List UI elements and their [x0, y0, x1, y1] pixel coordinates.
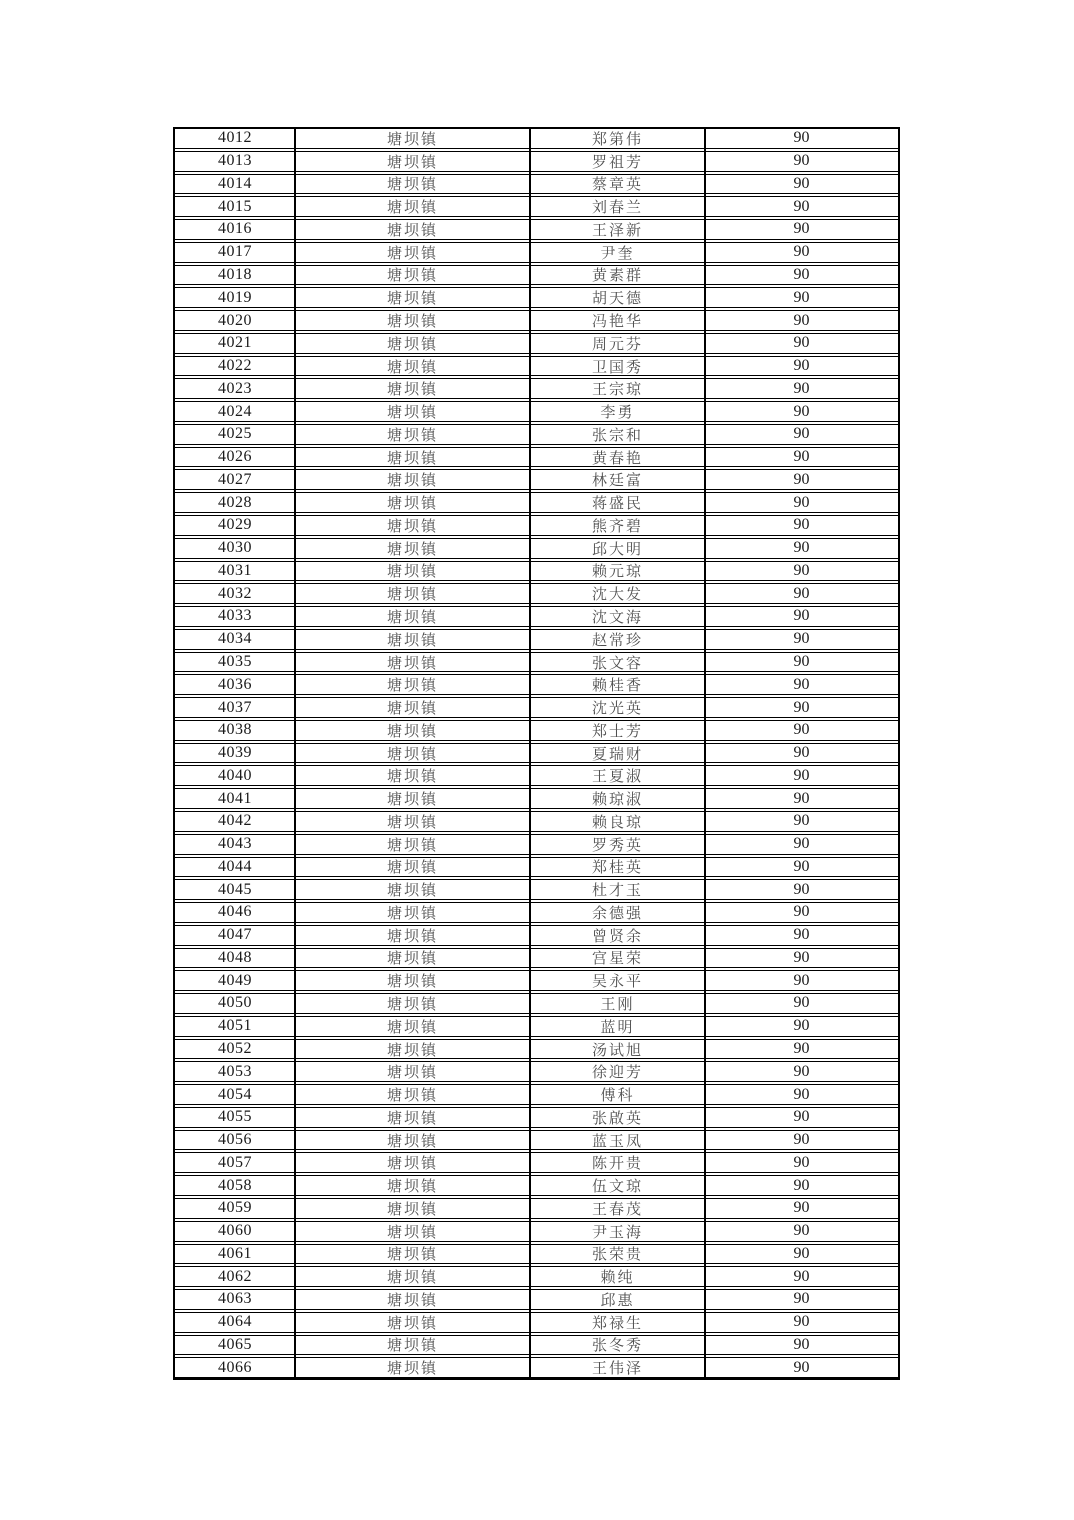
- cell-score: 90: [793, 1176, 810, 1194]
- cell-id: 4058: [218, 1176, 252, 1194]
- cell-id: 4034: [218, 630, 252, 648]
- cell-score: 90: [793, 835, 810, 853]
- cell-score: 90: [793, 812, 810, 830]
- cell-name: 冯艳华: [591, 314, 643, 330]
- cell-score: 90: [793, 129, 810, 147]
- table-row: [175, 1130, 898, 1151]
- cell-town: 塘坝镇: [386, 1338, 438, 1355]
- cell-name: 李勇: [600, 405, 635, 421]
- cell-id: 4024: [218, 402, 252, 420]
- cell-town: 塘坝镇: [386, 974, 438, 991]
- cell-score: 90: [793, 1199, 810, 1217]
- cell-id: 4048: [218, 948, 252, 966]
- table-row: [175, 1016, 898, 1037]
- table-row: [175, 993, 898, 1014]
- cell-town: 塘坝镇: [386, 837, 438, 854]
- cell-id: 4066: [218, 1358, 252, 1376]
- cell-id: 4056: [218, 1131, 252, 1149]
- cell-town: 塘坝镇: [386, 154, 438, 171]
- table-row: [175, 447, 898, 468]
- cell-id: 4035: [218, 652, 252, 670]
- cell-score: 90: [793, 1313, 810, 1331]
- cell-id: 4042: [218, 812, 252, 830]
- cell-id: 4016: [218, 220, 252, 238]
- cell-town: 塘坝镇: [386, 1179, 438, 1195]
- cell-name: 徐迎芳: [591, 1065, 643, 1082]
- cell-town: 塘坝镇: [386, 1042, 438, 1059]
- cell-id: 4054: [218, 1085, 252, 1103]
- cell-score: 90: [793, 766, 810, 784]
- cell-name: 张啟英: [591, 1110, 643, 1127]
- cell-score: 90: [793, 789, 810, 807]
- cell-town: 塘坝镇: [386, 678, 438, 695]
- cell-id: 4051: [218, 1017, 252, 1035]
- cell-score: 90: [793, 630, 810, 648]
- table-row: [175, 1312, 898, 1333]
- cell-id: 4014: [218, 174, 252, 192]
- cell-id: 4039: [218, 744, 252, 762]
- cell-name: 汤试旭: [591, 1042, 643, 1059]
- cell-town: 塘坝镇: [386, 609, 438, 626]
- cell-name: 尹奎: [600, 245, 635, 262]
- cell-id: 4029: [218, 516, 252, 534]
- cell-town: 塘坝镇: [386, 701, 438, 717]
- cell-id: 4025: [218, 425, 252, 443]
- cell-id: 4044: [218, 857, 252, 875]
- table-row: [175, 1061, 898, 1082]
- cell-town: 塘坝镇: [386, 1110, 438, 1127]
- cell-name: 沈大发: [591, 587, 643, 604]
- table-row: [175, 1221, 898, 1242]
- cell-id: 4065: [218, 1335, 252, 1353]
- cell-town: 塘坝镇: [386, 200, 438, 217]
- table-row: [175, 469, 898, 490]
- cell-town: 塘坝镇: [386, 905, 438, 922]
- cell-town: 塘坝镇: [386, 1019, 438, 1036]
- cell-town: 塘坝镇: [386, 1224, 438, 1241]
- table-row: [175, 674, 898, 695]
- cell-score: 90: [793, 174, 810, 192]
- cell-name: 伍文琼: [591, 1179, 643, 1195]
- cell-score: 90: [793, 539, 810, 557]
- cell-town: 塘坝镇: [386, 541, 438, 558]
- cell-id: 4052: [218, 1040, 252, 1057]
- cell-town: 塘坝镇: [386, 1156, 438, 1173]
- cell-name: 赵常珍: [591, 632, 643, 649]
- cell-name: 夏瑞财: [591, 746, 643, 763]
- cell-name: 余德强: [591, 905, 643, 922]
- cell-score: 90: [793, 584, 810, 602]
- cell-town: 塘坝镇: [386, 405, 438, 421]
- table-row: [175, 879, 898, 900]
- cell-score: 90: [793, 903, 810, 921]
- cell-town: 塘坝镇: [386, 655, 438, 672]
- cell-score: 90: [793, 379, 810, 397]
- cell-town: 塘坝镇: [386, 131, 438, 148]
- cell-id: 4020: [218, 311, 252, 329]
- cell-town: 塘坝镇: [386, 723, 438, 740]
- table-row: [175, 333, 898, 354]
- cell-id: 4027: [218, 470, 252, 488]
- cell-id: 4040: [218, 766, 252, 784]
- cell-id: 4059: [218, 1199, 252, 1217]
- cell-id: 4019: [218, 288, 252, 306]
- cell-id: 4012: [218, 129, 252, 147]
- cell-town: 塘坝镇: [386, 814, 438, 831]
- table-row: [175, 857, 898, 878]
- cell-score: 90: [793, 334, 810, 352]
- cell-score: 90: [793, 880, 810, 898]
- cell-id: 4026: [218, 448, 252, 466]
- table-row: [175, 1198, 898, 1219]
- cell-id: 4037: [218, 698, 252, 716]
- table-row: [175, 1244, 898, 1265]
- table-row: [175, 743, 898, 764]
- cell-town: 塘坝镇: [386, 359, 438, 376]
- cell-name: 熊齐碧: [591, 518, 643, 535]
- table-row: [175, 196, 898, 217]
- table-row: [175, 902, 898, 923]
- cell-town: 塘坝镇: [386, 518, 438, 535]
- cell-id: 4017: [218, 243, 252, 261]
- cell-score: 90: [793, 652, 810, 670]
- cell-score: 90: [793, 220, 810, 238]
- cell-town: 塘坝镇: [386, 268, 438, 285]
- cell-name: 林廷富: [591, 473, 643, 490]
- table-row: [175, 652, 898, 673]
- cell-score: 90: [793, 561, 810, 579]
- cell-score: 90: [793, 1244, 810, 1262]
- cell-name: 杜才玉: [591, 883, 643, 900]
- cell-id: 4063: [218, 1290, 252, 1308]
- cell-score: 90: [793, 265, 810, 283]
- cell-name: 邱大明: [591, 541, 643, 558]
- cell-name: 黄春艳: [591, 450, 643, 467]
- cell-id: 4062: [218, 1267, 252, 1285]
- table-row: [175, 174, 898, 195]
- cell-score: 90: [793, 243, 810, 261]
- cell-town: 塘坝镇: [386, 1361, 438, 1378]
- table-row: [175, 948, 898, 969]
- cell-score: 90: [793, 288, 810, 306]
- table-row: [175, 515, 898, 536]
- score-table: [173, 127, 900, 1380]
- cell-name: 黄素群: [591, 268, 643, 285]
- cell-name: 蔡章英: [591, 177, 643, 194]
- cell-name: 郑士芳: [591, 723, 643, 740]
- table-row: [175, 1266, 898, 1287]
- cell-id: 4036: [218, 675, 252, 693]
- cell-town: 塘坝镇: [386, 473, 438, 490]
- cell-name: 吴永平: [591, 974, 643, 991]
- cell-town: 塘坝镇: [386, 314, 438, 330]
- cell-score: 90: [793, 926, 810, 944]
- cell-score: 90: [793, 425, 810, 443]
- cell-name: 曾贤余: [591, 928, 643, 945]
- cell-score: 90: [793, 311, 810, 329]
- table-row: [175, 720, 898, 741]
- table-row: [175, 606, 898, 627]
- cell-name: 郑桂英: [591, 860, 643, 877]
- table-row: [175, 697, 898, 718]
- cell-id: 4060: [218, 1222, 252, 1240]
- table-row: [175, 1084, 898, 1105]
- table-row: [175, 1039, 898, 1060]
- cell-score: 90: [793, 698, 810, 716]
- cell-town: 塘坝镇: [386, 450, 438, 467]
- cell-town: 塘坝镇: [386, 222, 438, 239]
- cell-id: 4061: [218, 1244, 252, 1262]
- cell-town: 塘坝镇: [386, 1292, 438, 1309]
- cell-name: 赖良琼: [591, 814, 643, 831]
- cell-name: 郑第伟: [591, 131, 643, 148]
- table-row: [175, 356, 898, 377]
- table-row: [175, 1107, 898, 1128]
- cell-name: 邱惠: [600, 1292, 635, 1309]
- cell-name: 赖纯: [600, 1270, 635, 1287]
- cell-score: 90: [793, 152, 810, 170]
- cell-id: 4055: [218, 1108, 252, 1126]
- cell-id: 4023: [218, 379, 252, 397]
- cell-score: 90: [793, 1335, 810, 1353]
- table-row: [175, 811, 898, 832]
- table-row: [175, 834, 898, 855]
- cell-town: 塘坝镇: [386, 860, 438, 877]
- cell-id: 4031: [218, 561, 252, 579]
- cell-town: 塘坝镇: [386, 746, 438, 763]
- cell-town: 塘坝镇: [386, 291, 438, 308]
- table-row: [175, 538, 898, 559]
- table-row: [175, 401, 898, 422]
- cell-score: 90: [793, 402, 810, 420]
- cell-name: 王刚: [600, 996, 635, 1013]
- cell-id: 4050: [218, 994, 252, 1012]
- cell-score: 90: [793, 1153, 810, 1171]
- table-row: [175, 219, 898, 240]
- table-row: [175, 788, 898, 809]
- cell-name: 卫国秀: [591, 359, 643, 376]
- cell-name: 王夏淑: [591, 769, 643, 786]
- cell-town: 塘坝镇: [386, 587, 438, 604]
- cell-town: 塘坝镇: [386, 382, 438, 399]
- cell-score: 90: [793, 744, 810, 762]
- table-row: [175, 970, 898, 991]
- cell-town: 塘坝镇: [386, 1133, 438, 1150]
- cell-name: 傅科: [600, 1088, 635, 1104]
- cell-town: 塘坝镇: [386, 1201, 438, 1218]
- cell-id: 4030: [218, 539, 252, 557]
- cell-name: 罗祖芳: [591, 154, 643, 171]
- cell-score: 90: [793, 516, 810, 534]
- cell-id: 4047: [218, 926, 252, 944]
- cell-score: 90: [793, 1222, 810, 1240]
- cell-id: 4049: [218, 971, 252, 989]
- cell-town: 塘坝镇: [386, 951, 438, 968]
- cell-score: 90: [793, 675, 810, 693]
- cell-name: 陈开贵: [591, 1156, 643, 1173]
- cell-town: 塘坝镇: [386, 792, 438, 808]
- cell-name: 周元芬: [591, 336, 643, 353]
- cell-id: 4013: [218, 152, 252, 170]
- table-row: [175, 242, 898, 263]
- cell-id: 4028: [218, 493, 252, 511]
- cell-id: 4041: [218, 789, 252, 807]
- cell-score: 90: [793, 493, 810, 511]
- cell-name: 蓝玉凤: [591, 1133, 643, 1150]
- cell-id: 4032: [218, 584, 252, 602]
- cell-name: 张文容: [591, 655, 643, 672]
- cell-id: 4018: [218, 265, 252, 283]
- cell-id: 4064: [218, 1313, 252, 1331]
- cell-score: 90: [793, 948, 810, 966]
- cell-id: 4053: [218, 1062, 252, 1080]
- table-row: [175, 129, 898, 149]
- cell-score: 90: [793, 1290, 810, 1308]
- cell-name: 张荣贵: [591, 1247, 643, 1264]
- cell-name: 郑禄生: [591, 1315, 643, 1332]
- table-row: [175, 925, 898, 946]
- cell-name: 沈文海: [591, 609, 643, 626]
- cell-id: 4021: [218, 334, 252, 352]
- score-table-body: [175, 129, 898, 1378]
- cell-score: 90: [793, 197, 810, 215]
- cell-score: 90: [793, 994, 810, 1012]
- cell-score: 90: [793, 1358, 810, 1376]
- cell-name: 赖元琼: [591, 564, 643, 581]
- cell-town: 塘坝镇: [386, 883, 438, 900]
- cell-score: 90: [793, 448, 810, 466]
- cell-town: 塘坝镇: [386, 245, 438, 262]
- table-row: [175, 151, 898, 172]
- cell-town: 塘坝镇: [386, 1065, 438, 1082]
- table-row: [175, 1335, 898, 1356]
- table-row: [175, 561, 898, 582]
- table-row: [175, 1175, 898, 1196]
- cell-name: 宫星荣: [591, 951, 643, 968]
- cell-score: 90: [793, 1040, 810, 1057]
- cell-name: 尹玉海: [591, 1224, 643, 1241]
- table-row: [175, 629, 898, 650]
- cell-id: 4033: [218, 607, 252, 625]
- cell-town: 塘坝镇: [386, 1088, 438, 1104]
- cell-score: 90: [793, 470, 810, 488]
- cell-score: 90: [793, 607, 810, 625]
- cell-name: 刘春兰: [591, 200, 643, 217]
- cell-name: 蒋盛民: [591, 496, 643, 513]
- cell-town: 塘坝镇: [386, 564, 438, 581]
- cell-id: 4045: [218, 880, 252, 898]
- cell-town: 塘坝镇: [386, 1247, 438, 1264]
- cell-id: 4057: [218, 1153, 252, 1171]
- cell-score: 90: [793, 971, 810, 989]
- cell-id: 4043: [218, 835, 252, 853]
- cell-town: 塘坝镇: [386, 336, 438, 353]
- cell-name: 张冬秀: [591, 1338, 643, 1355]
- cell-id: 4038: [218, 721, 252, 739]
- cell-town: 塘坝镇: [386, 996, 438, 1013]
- table-row: [175, 583, 898, 604]
- cell-town: 塘坝镇: [386, 769, 438, 786]
- cell-name: 赖桂香: [591, 678, 643, 695]
- cell-id: 4015: [218, 197, 252, 215]
- cell-name: 胡天德: [591, 291, 643, 308]
- cell-id: 4022: [218, 357, 252, 375]
- cell-town: 塘坝镇: [386, 928, 438, 945]
- cell-name: 王春茂: [591, 1201, 643, 1218]
- cell-name: 罗秀英: [591, 837, 643, 854]
- table-row: [175, 265, 898, 286]
- table-row: [175, 310, 898, 331]
- cell-name: 王泽新: [591, 222, 643, 239]
- table-row: [175, 492, 898, 513]
- cell-town: 塘坝镇: [386, 177, 438, 194]
- table-row: [175, 287, 898, 308]
- cell-town: 塘坝镇: [386, 496, 438, 513]
- cell-score: 90: [793, 1108, 810, 1126]
- cell-score: 90: [793, 721, 810, 739]
- cell-name: 沈光英: [591, 701, 643, 717]
- cell-score: 90: [793, 1131, 810, 1149]
- table-row: [175, 1152, 898, 1173]
- cell-name: 蓝明: [600, 1019, 635, 1036]
- table-row: [175, 765, 898, 786]
- cell-town: 塘坝镇: [386, 632, 438, 649]
- cell-town: 塘坝镇: [386, 1315, 438, 1332]
- cell-score: 90: [793, 857, 810, 875]
- cell-name: 王伟泽: [591, 1361, 643, 1378]
- table-row: [175, 1357, 898, 1378]
- cell-score: 90: [793, 357, 810, 375]
- cell-score: 90: [793, 1267, 810, 1285]
- table-row: [175, 424, 898, 445]
- table-row: [175, 1289, 898, 1310]
- cell-name: 王宗琼: [591, 382, 643, 399]
- cell-name: 张宗和: [591, 427, 643, 444]
- table-row: [175, 378, 898, 399]
- cell-score: 90: [793, 1062, 810, 1080]
- cell-name: 赖琼淑: [591, 792, 643, 808]
- cell-id: 4046: [218, 903, 252, 921]
- cell-town: 塘坝镇: [386, 427, 438, 444]
- cell-score: 90: [793, 1017, 810, 1035]
- cell-score: 90: [793, 1085, 810, 1103]
- cell-town: 塘坝镇: [386, 1270, 438, 1287]
